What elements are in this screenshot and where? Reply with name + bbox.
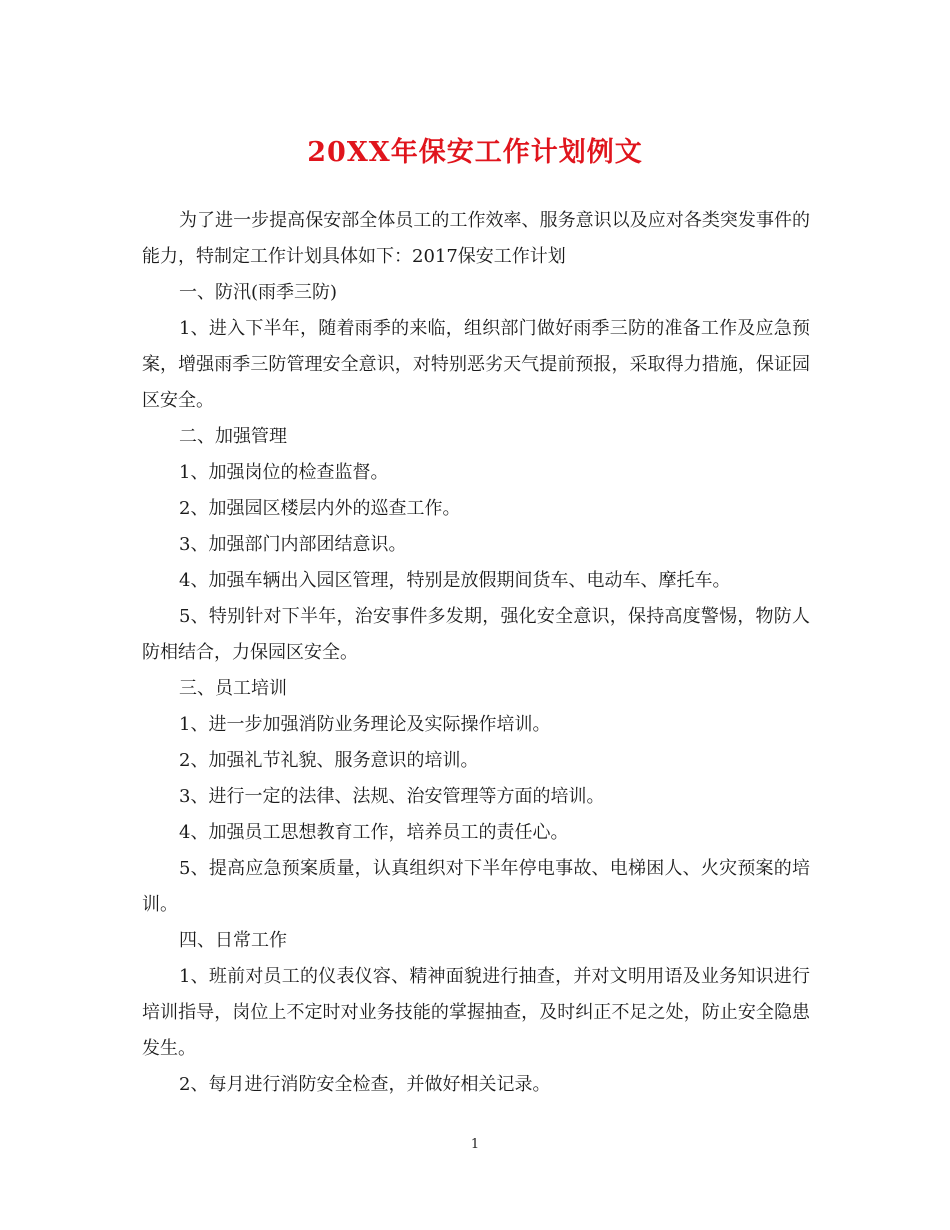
- section-heading-daily: 四、日常工作: [179, 930, 287, 951]
- paragraph: 1、进入下半年，随着雨季的来临，组织部门做好雨季三防的准备工作及应急预案，增强雨季三防管理安全意识，对特别恶劣天气提前预报，采取得力措施，保证园区安全。: [142, 318, 810, 411]
- list-item: 4、加强车辆出入园区管理，特别是放假期间货车、电动车、摩托车。: [179, 570, 731, 591]
- document-title: 20XX年保安工作计划例文: [307, 137, 643, 168]
- section-heading-flood: 一、防汛(雨季三防): [179, 282, 338, 303]
- section-heading-management: 二、加强管理: [179, 426, 287, 447]
- list-item: 1、班前对员工的仪表仪容、精神面貌进行抽查，并对文明用语及业务知识进行培训指导，岗位上不定时对业务技能的掌握抽查，及时纠正不足之处，防止安全隐患发生。: [142, 966, 810, 1059]
- document-body: [142, 203, 810, 1103]
- list-item: 3、加强部门内部团结意识。: [179, 534, 407, 555]
- list-item: 4、加强员工思想教育工作，培养员工的责任心。: [179, 822, 569, 843]
- list-item: 2、每月进行消防安全检查，并做好相关记录。: [179, 1074, 551, 1095]
- page-number: 1: [470, 1137, 480, 1152]
- list-item: 1、进一步加强消防业务理论及实际操作培训。: [179, 714, 551, 735]
- list-item: 2、加强礼节礼貌、服务意识的培训。: [179, 750, 479, 771]
- list-item: 3、进行一定的法律、法规、治安管理等方面的培训。: [179, 786, 605, 807]
- list-item: 5、特别针对下半年，治安事件多发期，强化安全意识，保持高度警惕，物防人防相结合，力保园区安全。: [142, 606, 810, 663]
- list-item: 1、加强岗位的检查监督。: [179, 462, 389, 483]
- section-heading-training: 三、员工培训: [179, 678, 287, 699]
- list-item: 5、提高应急预案质量，认真组织对下半年停电事故、电梯困人、火灾预案的培训。: [142, 858, 810, 915]
- list-item: 2、加强园区楼层内外的巡查工作。: [179, 498, 461, 519]
- intro-paragraph: 为了进一步提高保安部全体员工的工作效率、服务意识以及应对各类突发事件的能力，特制定工作计划具体如下：2017保安工作计划: [142, 210, 810, 267]
